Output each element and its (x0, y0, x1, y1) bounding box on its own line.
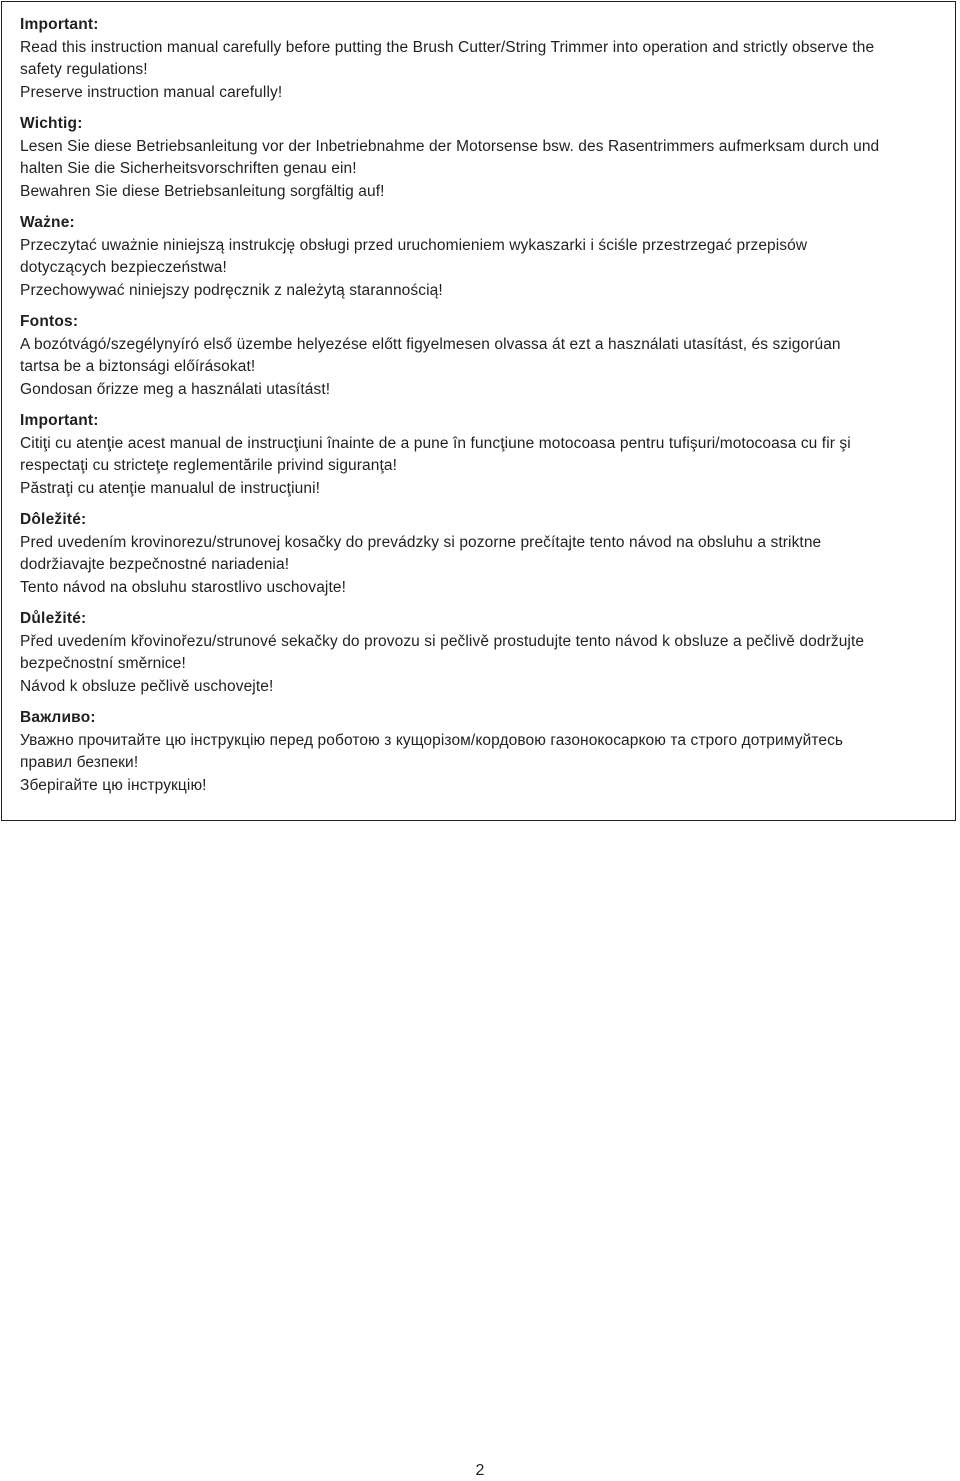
section-line: Citiţi cu atenţie acest manual de instrucţiuni înainte de a pune în funcţiune motocoasa pentru tufişuri/motocoasa cu fir şi (20, 434, 851, 452)
section-line: Tento návod na obsluhu starostlivo uschovajte! (20, 578, 346, 596)
notice-section-de (20, 113, 937, 203)
page-number: 2 (475, 1462, 485, 1479)
section-line: Зберігайте цю інструкцію! (20, 776, 207, 794)
section-line: Bewahren Sie diese Betriebsanleitung sorgfältig auf! (20, 182, 385, 200)
section-heading: Důležité: (20, 610, 87, 627)
section-heading: Important: (20, 412, 99, 429)
section-line: tartsa be a biztonsági előírásokat! (20, 358, 256, 375)
section-line: bezpečnostní směrnice! (20, 655, 186, 672)
section-line: Przeczytać uważnie niniejszą instrukcję obsługi przed uruchomieniem wykaszarki i ściśle przestrzegać przepisów (20, 236, 808, 254)
notice-section-cs (20, 608, 937, 698)
notice-section-ro (20, 410, 937, 500)
section-heading: Fontos: (20, 313, 79, 330)
section-line: dotyczących bezpieczeństwa! (20, 259, 227, 276)
section-line: Preserve instruction manual carefully! (20, 83, 283, 101)
section-line: Păstraţi cu atenţie manualul de instrucţiuni! (20, 479, 321, 497)
section-line: Pred uvedením krovinorezu/strunovej kosačky do prevádzky si pozorne prečítajte tento návod na obsluhu a striktne (20, 533, 822, 551)
section-line: Read this instruction manual carefully before putting the Brush Cutter/String Trimmer into operation and strictly observe the (20, 38, 875, 56)
section-line: A bozótvágó/szegélynyíró első üzembe helyezése előtt figyelmesen olvassa át ezt a használati utasítást, és szigorúan (20, 335, 841, 353)
notice-section-hu (20, 311, 937, 401)
notice-section-uk (20, 707, 937, 797)
section-line: Před uvedením křovinořezu/strunové sekačky do provozu si pečlivě prostudujte tento návod k obsluze a pečlivě dodržujte (20, 632, 865, 650)
section-line: dodržiavajte bezpečnostné nariadenia! (20, 556, 290, 573)
section-heading: Wichtig: (20, 115, 83, 132)
notice-box (1, 1, 956, 821)
section-line: Gondosan őrizze meg a használati utasítást! (20, 380, 331, 398)
section-line: safety regulations! (20, 61, 148, 78)
notice-section-en (20, 14, 937, 104)
section-line: Lesen Sie diese Betriebsanleitung vor der Inbetriebnahme der Motorsense bsw. des Rasentrimmers aufmerksam durch und (20, 137, 880, 155)
section-heading: Dôležité: (20, 511, 87, 528)
section-heading: Ważne: (20, 214, 75, 231)
section-line: Przechowywać niniejszy podręcznik z należytą starannością! (20, 281, 443, 299)
section-line: Návod k obsluze pečlivě uschovejte! (20, 677, 274, 695)
section-line: Уважно прочитайте цю інструкцію перед роботою з кущорізом/кордовою газонокосаркою та строго дотримуйтесь (20, 731, 844, 749)
notice-section-pl (20, 212, 937, 302)
section-heading: Важливо: (20, 709, 96, 726)
section-line: halten Sie die Sicherheitsvorschriften genau ein! (20, 160, 357, 177)
section-line: правил безпеки! (20, 754, 139, 771)
notice-section-sk (20, 509, 937, 599)
section-line: respectaţi cu stricteţe reglementările privind siguranţa! (20, 457, 398, 474)
section-heading: Important: (20, 16, 99, 33)
